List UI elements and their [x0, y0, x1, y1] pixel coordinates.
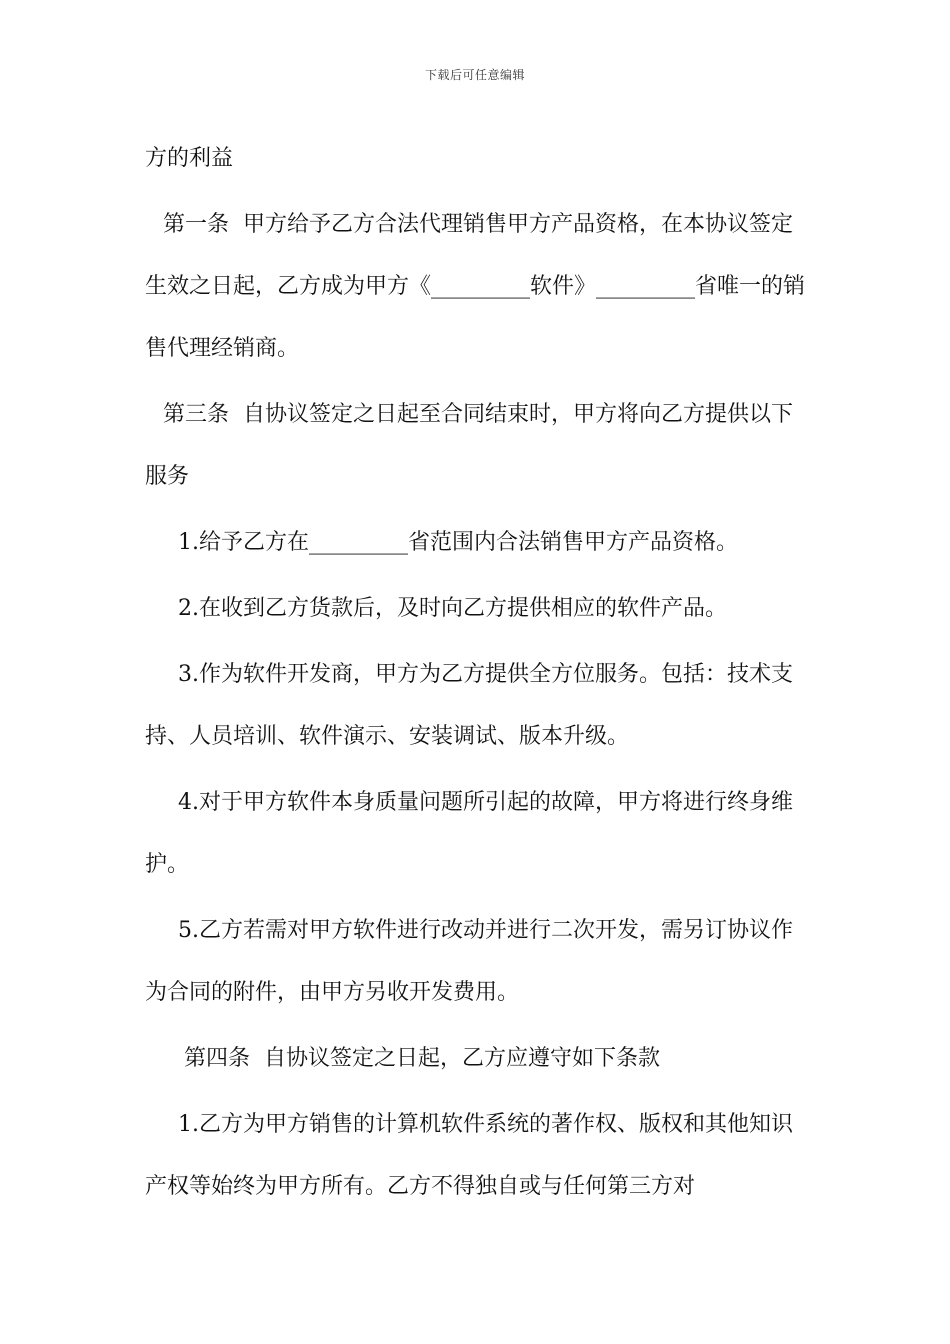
article-3-paragraph: 第三条 自协议签定之日起至合同结束时，甲方将向乙方提供以下服务	[145, 402, 793, 489]
paragraph-continuation: 方的利益	[145, 146, 234, 171]
article-1-paragraph: 第一条 甲方给予乙方合法代理销售甲方产品资格，在本协议签定生效之日起，乙方成为甲方《_________软件》_________省唯一的销售代理经销商。	[145, 212, 806, 361]
article-3-item-3: 3.作为软件开发商，甲方为乙方提供全方位服务。包括：技术支持、人员培训、软件演示、安装调试、版本升级。	[145, 662, 793, 749]
article-3-item-2: 2.在收到乙方货款后，及时向乙方提供相应的软件产品。	[178, 596, 727, 621]
article-3-item-5: 5.乙方若需对甲方软件进行改动并进行二次开发，需另订协议作为合同的附件，由甲方另收开发费用。	[145, 918, 793, 1005]
article-4-item-1: 1.乙方为甲方销售的计算机软件系统的著作权、版权和其他知识产权等始终为甲方所有。乙方不得独自或与任何第三方对	[145, 1112, 793, 1199]
article-3-item-1: 1.给予乙方在_________省范围内合法销售甲方产品资格。	[178, 530, 738, 555]
document-body	[145, 128, 807, 1222]
page-header: 下载后可任意编辑	[424, 68, 525, 82]
article-4-paragraph: 第四条 自协议签定之日起，乙方应遵守如下条款	[184, 1046, 660, 1071]
article-3-item-4: 4.对于甲方软件本身质量问题所引起的故障，甲方将进行终身维护。	[145, 790, 793, 877]
